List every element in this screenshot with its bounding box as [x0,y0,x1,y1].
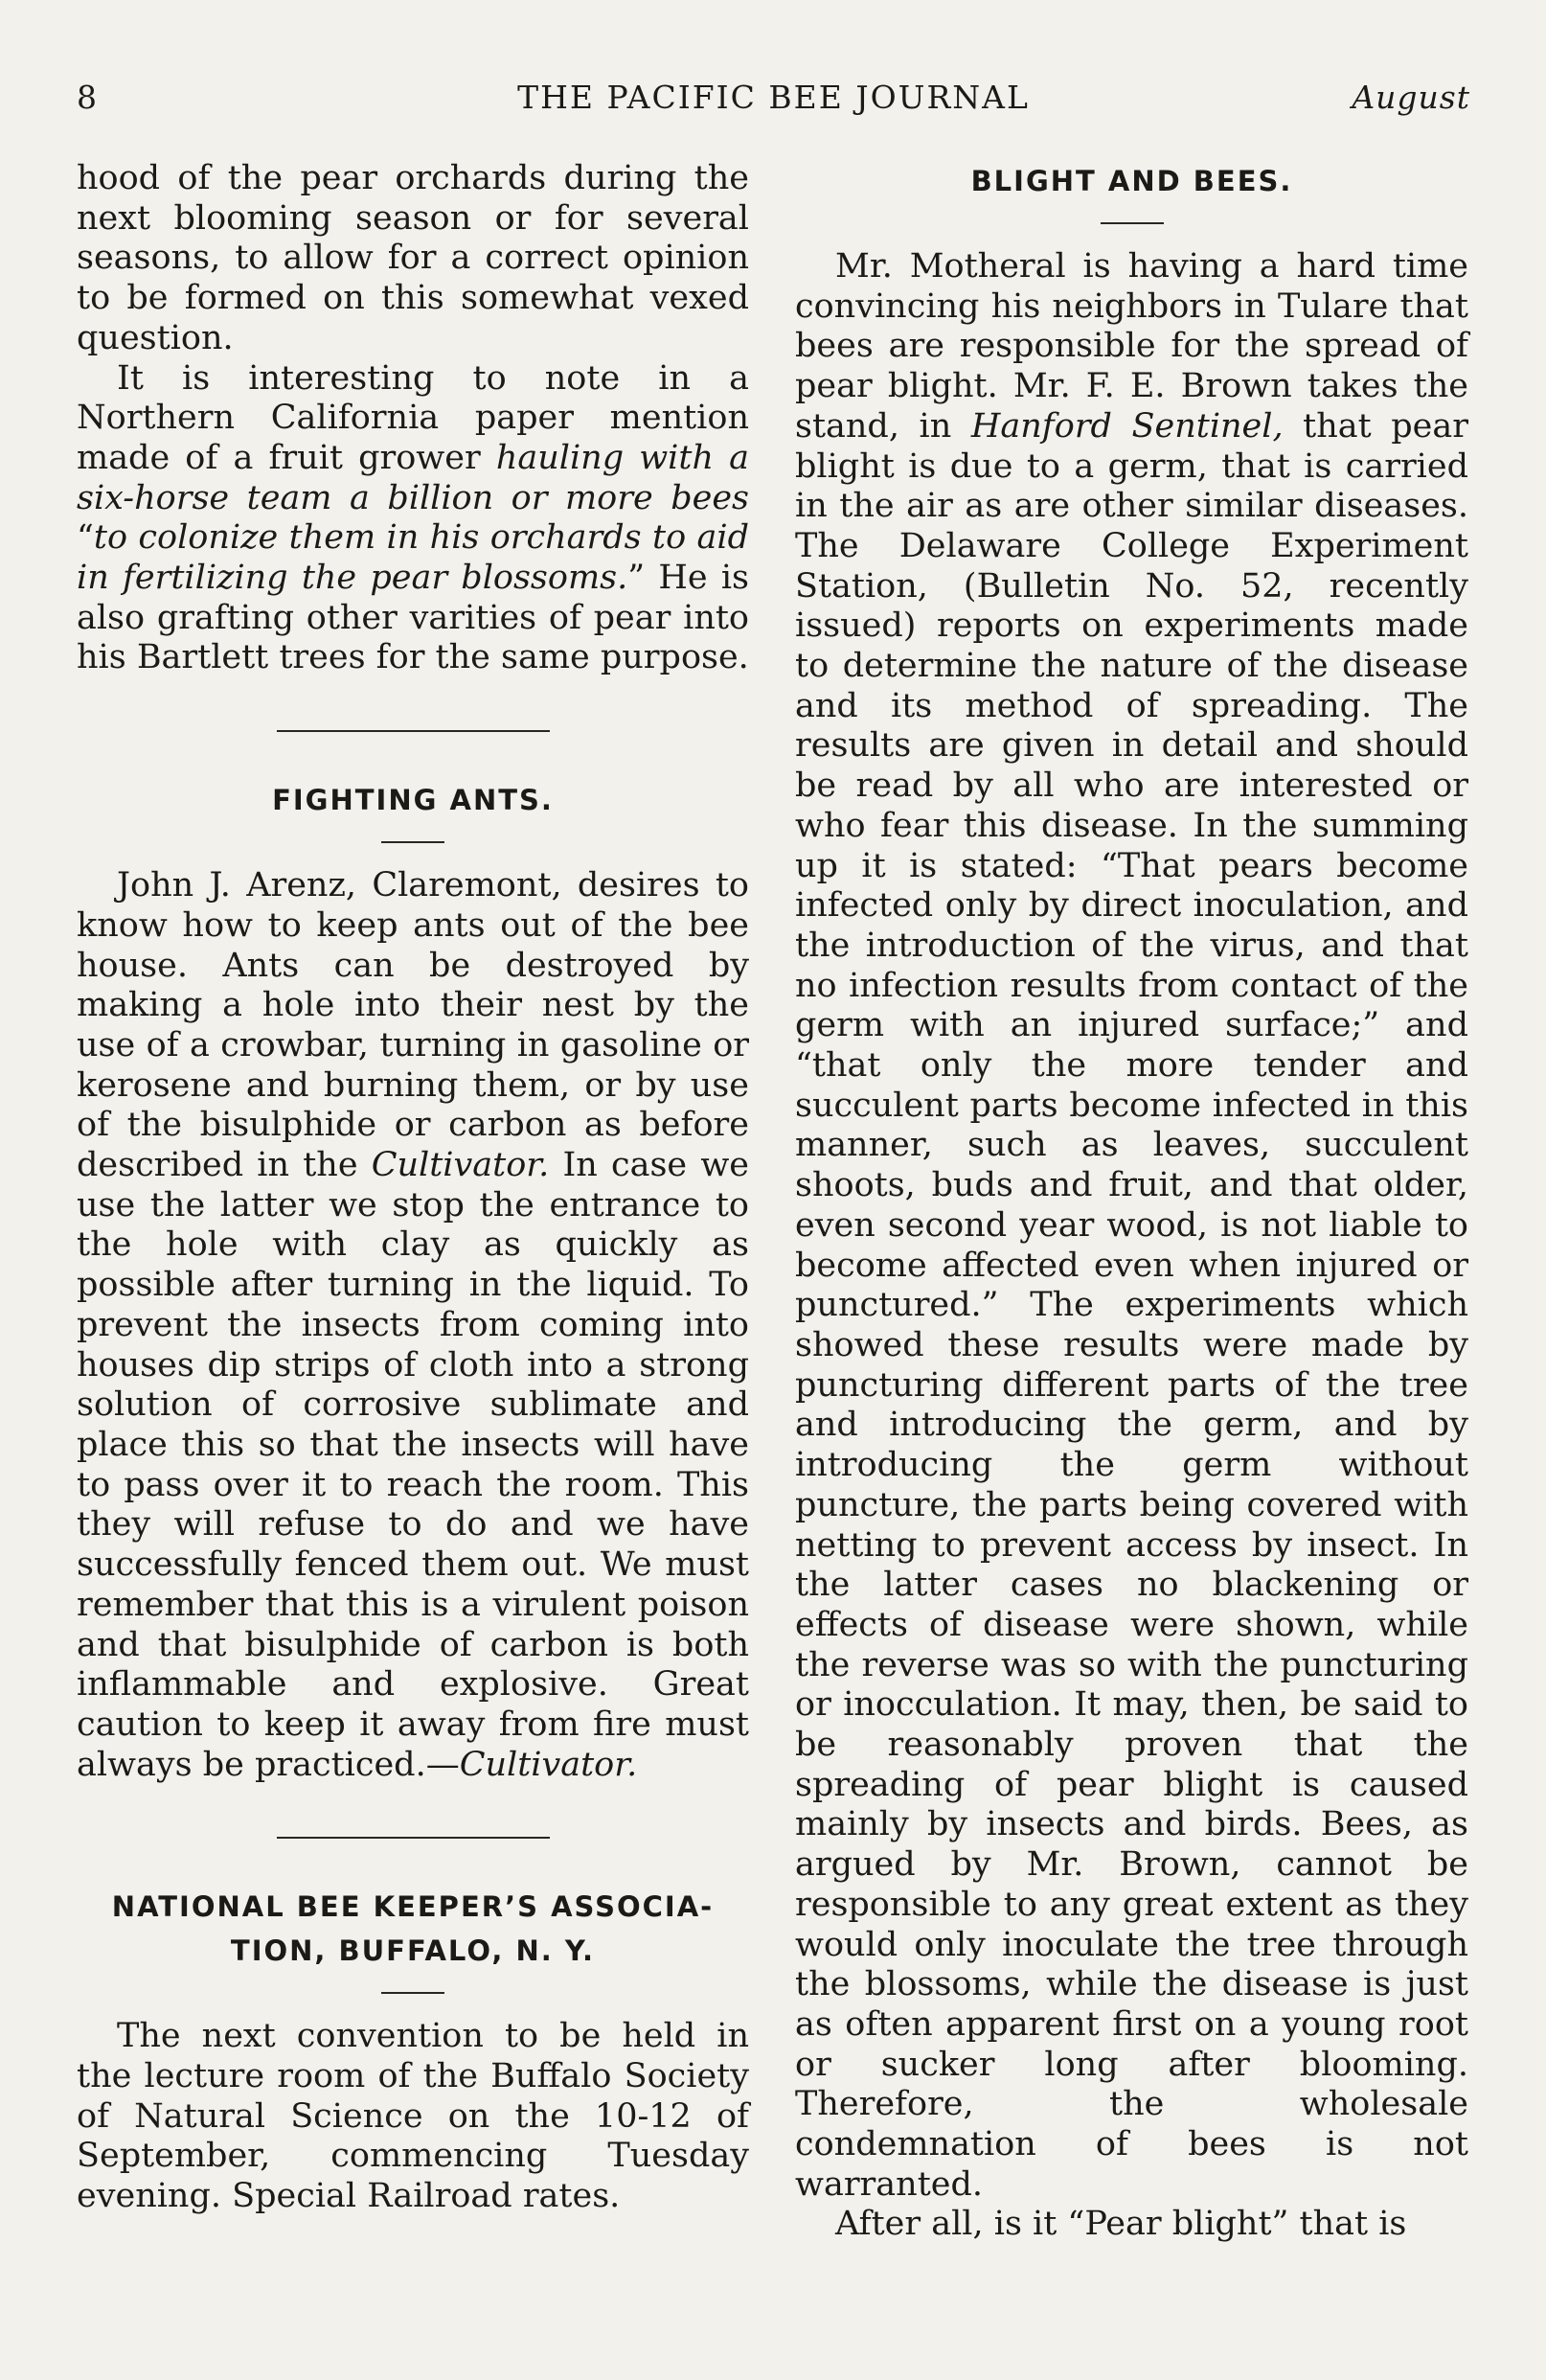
paragraph-fruit-grower [77,359,749,679]
text-run: ” He is also grafting other varities of pear into his Bartlett trees for the same purpose. [77,559,749,677]
heading-rule [381,1992,444,1994]
heading-line: TION, BUFFALO, N. Y. [230,1934,596,1968]
text-run: John J. Arenz, Claremont, desires to know how to keep ants out of the bee house. Ants can be destroyed by making a hole into their nest by the use of a crowbar, turning in gasoline or kerosene and burning them, or by use of the bisulphide or carbon as before described in the [77,866,749,1185]
italic-run: hauling with a six-horse team a billion or more bees [77,438,749,517]
heading-line: NATIONAL BEE KEEPER’S ASSOCIA- [111,1890,715,1924]
italic-run: to colonize them in his orchards to aid in fertilizing the pear blossoms. [77,518,749,598]
text-run: “ [77,518,94,558]
text-run: that pear blight is due to a germ, that is carried in the air as are other similar diseases. The Delaware College Experiment Station, (Bulletin No. 52, recently issued) reports on experiments made to determine the nature of the disease and its method of spreading. The results are given in detail and should be read by all who are interested or who fear this disease. In the summing up it is stated: “That pears become infected only by direct inoculation, and the introduction of the virus, and that no infection results from contact of the germ with an injured surface;” and “that only the more tender and succulent parts become infected in this manner, such as leaves, succulent shoots, buds and fruit, and that older, even second year wood, is not liable to become affected even when injured or punctured.” The experiments which showed these results were made by puncturing different parts of the tree and introducing the germ, and by introducing the germ without puncture, the parts being covered with netting to prevent access by insect. In the latter cases no blackening or effects of disease were shown, while the reverse was so with the puncturing or inocculation. It may, then, be said to be reasonably proven that the spreading of pear blight is caused mainly by insects and birds. Bees, as argued by Mr. Brown, cannot be responsible to any great extent as they would only inoculate the tree through the blossoms, while the disease is just as often apparent first on a young root or sucker long after blooming. Therefore, the wholesale condemnation of bees is not warranted. [795,406,1468,2204]
issue-month: August [1352,79,1470,116]
page-number: 8 [77,79,98,116]
text-run: In case we use the latter we stop the entrance to the hole with clay as quickly as possible after turning in the liquid. To prevent the insects from coming into houses dip strips of cloth into a strong solution of corrosive sublimate and place this so that the insects will have to pass over it to reach the room. This they will refuse to do and we have successfully fenced them out. We must remember that this is a virulent poison and that bisulphide of carbon is both inflammable and explosive. Great caution to keep it away from fire must always be practiced.— [77,1146,749,1784]
paragraph-fighting-ants [77,866,749,1785]
section-divider [277,1837,550,1839]
heading-national-association [77,1885,749,1973]
paragraph-convention: The next convention to be held in the lecture room of the Buffalo Society of Natural Science on the 10-12 of September, commencing Tuesday evening. Special Railroad rates. [77,2017,749,2216]
page-header [77,79,1470,125]
italic-run: Cultivator. [371,1146,550,1185]
heading-fighting-ants: FIGHTING ANTS. [272,784,554,817]
continued-paragraph: hood of the pear orchards during the next blooming season or for several seasons, to allow for a correct opinion to be formed on this somewhat vexed question. [77,159,749,357]
text-run: Mr. Motheral is having a hard time convincing his neighbors in Tulare that bees are responsible for the spread of pear blight. Mr. F. E. Brown takes the stand, in [795,247,1468,446]
heading-rule [381,841,444,843]
italic-run: Hanford Sentinel, [970,406,1284,446]
journal-title: THE PACIFIC BEE JOURNAL [517,79,1030,116]
heading-rule [1101,222,1164,224]
left-column [77,159,749,2217]
paragraph-after-all: After all, is it “Pear blight” that is [835,2205,1407,2244]
heading-blight-and-bees: BLIGHT AND BEES. [970,165,1293,197]
right-column [795,159,1468,2245]
paragraph-blight [795,247,1468,2205]
italic-run: Cultivator. [459,1745,638,1784]
text-run: It is interesting to note in a Northern California paper mention made of a fruit grower [77,358,749,477]
section-divider [277,730,550,732]
